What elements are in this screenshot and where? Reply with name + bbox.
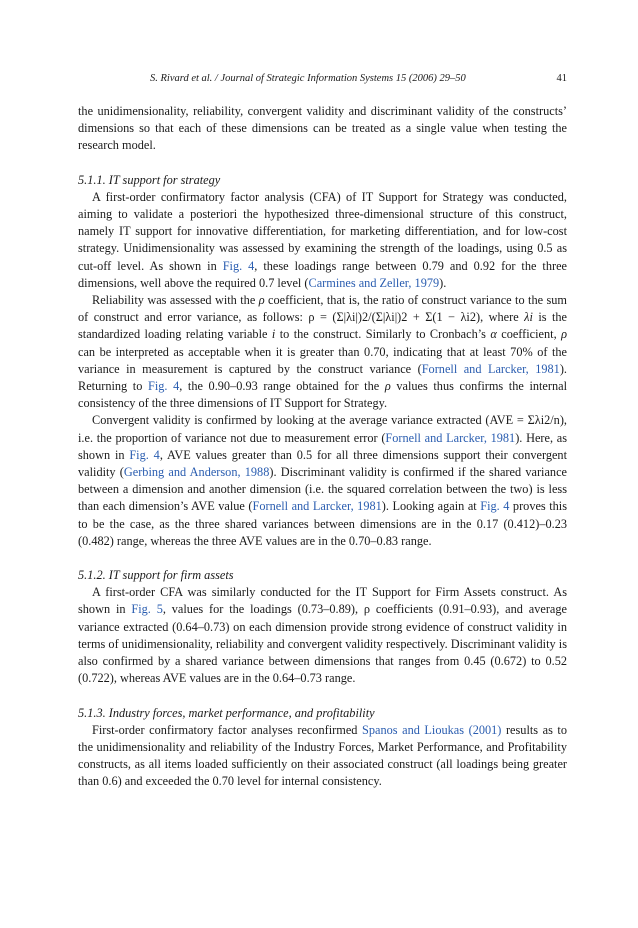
section-5-1-2 xyxy=(78,567,567,687)
citation-link[interactable]: Carmines and Zeller, 1979 xyxy=(308,275,440,290)
section-heading: 5.1.3. Industry forces, market performance, and profitability xyxy=(78,705,375,720)
figure-link[interactable]: Fig. 4 xyxy=(147,379,180,394)
section-5-1-1 xyxy=(78,172,567,550)
figure-link[interactable]: Fig. 4 xyxy=(480,499,510,514)
figure-link[interactable]: Fig. 4 xyxy=(222,258,255,273)
journal-citation: S. Rivard et al. / Journal of Strategic Information Systems 15 (2006) 29–50 xyxy=(150,73,466,84)
section-heading: 5.1.2. IT support for firm assets xyxy=(78,568,234,583)
section-heading: 5.1.1. IT support for strategy xyxy=(78,172,221,187)
paragraph: A first-order CFA was similarly conducted for the IT Support for Firm Assets construct. As shown in Fig. 5, values for the loadings (0.73–0.89), ρ coefficients (0.91–0.93), and average variance extracted (0.64–0.73) on each dimension provide strong evidence of construct validity in terms of unidimensionality, reliability and convergent validity respectively. Discriminant validity is also confirmed by a shared variance between dimensions that ranges from 0.45 (0.672) to 0.52 (0.722), whereas AVE values are in the 0.64–0.73 range. xyxy=(78,585,567,686)
intro-paragraph: the unidimensionality, reliability, convergent validity and discriminant validity of the constructs’ dimensions so that each of these dimensions can be treated as a single value when testing the research model. xyxy=(78,104,567,153)
article-body xyxy=(78,103,567,791)
reliability-formula: ρ = (Σ|λi|)2/(Σ|λi|)2 + Σ(1 − λi2), xyxy=(308,310,484,325)
figure-link[interactable]: Fig. 4 xyxy=(129,447,160,462)
paragraph: Convergent validity is confirmed by looking at the average variance extracted (AVE = Σλi2/n), i.e. the proportion of variance not due to measurement error (Fornell and Larcker, 1981). Here, as shown in Fig. 4, AVE values greater than 0.5 for all three dimensions support their convergent validity (Gerbing and Anderson, 1988). Discriminant validity is confirmed if the shared variance between a dimension and another dimension (i.e. the squared correlation between the two) is less than each dimension’s AVE value (Fornell and Larcker, 1981). Looking again at Fig. 4 proves this to be the case, as the three shared variances between dimensions are in the 0.17 (0.412)–0.23 (0.482) range, whereas the three AVE values are in the 0.70–0.83 range. xyxy=(78,413,568,548)
citation-link[interactable]: Gerbing and Anderson, 1988 xyxy=(123,465,270,480)
paragraph: First-order confirmatory factor analyses reconfirmed Spanos and Lioukas (2001) results as to the unidimensionality and reliability of the Industry Forces, Market Performance, and Profitability constructs, as all items loaded sufficiently on their associated construct (all loadings being greater than 0.6) and exceeded the 0.70 level for internal consistency. xyxy=(78,722,567,789)
citation-link[interactable]: Spanos and Lioukas (2001) xyxy=(362,722,502,737)
page xyxy=(78,70,567,791)
paragraph: A first-order confirmatory factor analysis (CFA) of IT Support for Strategy was conducted, aiming to validate a posteriori the hypothesized three-dimensional structure of this construct, namely IT support for innovative differentiation, for marketing differentiation, and for low-cost strategy. Unidimensionality was assessed by examining the strength of the loadings, using 0.5 as cut-off level. As shown in Fig. 4, these loadings range between 0.79 and 0.92 for the three dimensions, well above the required 0.7 level (Carmines and Zeller, 1979). xyxy=(78,189,567,290)
page-number: 41 xyxy=(556,73,567,84)
paragraph: Reliability was assessed with the ρ coefficient, that is, the ratio of construct variance to the sum of construct and error variance, as follows: ρ = (Σ|λi|)2/(Σ|λi|)2 + Σ(1 − λi2), where λi is the standardized loading relating variable i to the construct. Similarly to Cronbach’s α coefficient, ρ can be interpreted as acceptable when it is greater than 0.70, indicating that at least 70% of the variance in measurement is captured by the construct variance (Fornell and Larcker, 1981). Returning to Fig. 4, the 0.90–0.93 range obtained for the ρ values thus confirms the internal consistency of the three dimensions of IT Support for Strategy. xyxy=(78,293,568,411)
figure-link[interactable]: Fig. 5 xyxy=(131,602,163,617)
citation-link[interactable]: Fornell and Larcker, 1981 xyxy=(252,499,382,514)
section-5-1-3 xyxy=(78,705,567,791)
citation-link[interactable]: Fornell and Larcker, 1981 xyxy=(421,361,560,376)
running-head xyxy=(78,70,567,88)
citation-link[interactable]: Fornell and Larcker, 1981 xyxy=(385,430,516,445)
